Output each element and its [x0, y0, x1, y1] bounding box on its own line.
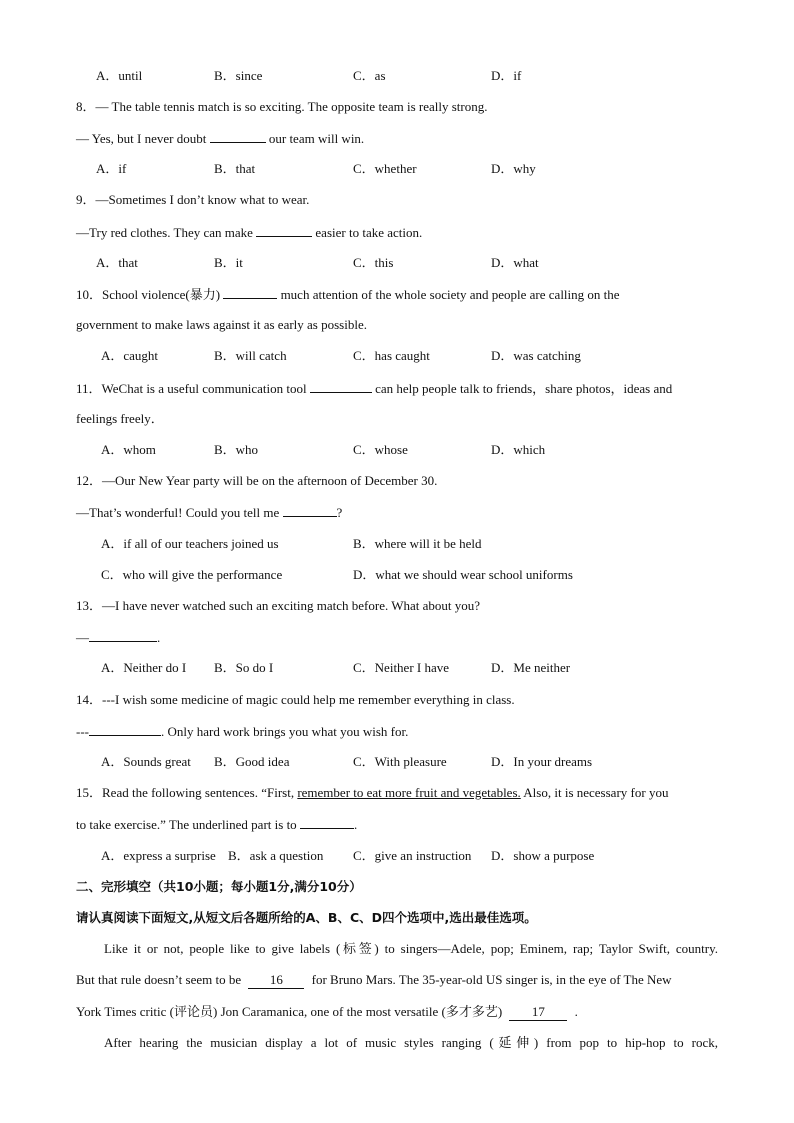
q7-option-a: A．until	[96, 68, 143, 83]
q12-stem: 12．—Our New Year party will be on the afternoon of December 30.	[76, 473, 438, 488]
q14-blank	[89, 723, 161, 736]
q8-option-a: A．if	[96, 161, 127, 176]
q14-response-pre: ---	[76, 724, 89, 739]
q11-option-d: D．which	[491, 442, 546, 457]
q15-underlined-part: remember to eat more fruit and vegetables.	[297, 785, 521, 800]
q12-response-pre: —That’s wonderful! Could you tell me	[76, 505, 283, 520]
q11-blank	[310, 380, 372, 393]
q15-option-c: C．give an instruction	[353, 848, 472, 863]
q15-stem-line2-pre: to take exercise.” The underlined part is to	[76, 817, 300, 832]
q9-option-c: C．this	[353, 255, 394, 270]
q15-option-d: D．show a purpose	[491, 848, 595, 863]
passage-p1-line2-post: for Bruno Mars. The 35-year-old US singer is, in the eye of The New	[311, 972, 672, 987]
q9-response-post: easier to take action.	[312, 225, 423, 240]
q7-option-b: B．since	[214, 68, 263, 83]
passage-p1-line2	[76, 972, 672, 989]
q7-option-c: C．as	[353, 68, 386, 83]
q10-stem	[76, 286, 620, 303]
passage-blank-17: 17	[509, 1004, 567, 1021]
q13-option-c: C．Neither I have	[353, 660, 450, 675]
q10-blank	[223, 286, 277, 299]
q12-blank	[283, 504, 337, 517]
q11-option-a: A．whom	[101, 442, 156, 457]
passage-p1-line3-post: .	[574, 1004, 578, 1019]
q8-response-pre: — Yes, but I never doubt	[76, 131, 210, 146]
q11-stem-post: can help people talk to friends，share photos，ideas and	[371, 381, 673, 396]
q15-stem-line2-post: .	[353, 817, 358, 832]
q15-stem-pre: 15．Read the following sentences. “First,	[76, 785, 298, 800]
passage-p1-line3	[76, 1004, 578, 1021]
q14-option-b: B．Good idea	[214, 754, 290, 769]
passage-blank-16: 16	[248, 972, 304, 989]
q10-option-b: B．will catch	[214, 348, 287, 363]
q12-response	[76, 504, 342, 521]
q12-option-d: D．what we should wear school uniforms	[353, 567, 573, 582]
q8-option-d: D．why	[491, 161, 536, 176]
q9-option-a: A．that	[96, 255, 138, 270]
q9-response-pre: —Try red clothes. They can make	[76, 225, 257, 240]
q14-option-a: A．Sounds great	[101, 754, 191, 769]
q15-stem-post: Also, it is necessary for you	[520, 785, 669, 800]
q8-blank	[210, 130, 266, 143]
q8-stem: 8．— The table tennis match is so exciting. The opposite team is really strong.	[76, 99, 488, 114]
q10-stem-post: much attention of the whole society and people are calling on the	[277, 287, 620, 302]
q11-option-c: C．whose	[353, 442, 408, 457]
passage-p1-line2-pre: But that rule doesn’t seem to be	[76, 972, 242, 987]
q12-option-c: C．who will give the performance	[101, 567, 283, 582]
q13-option-b: B．So do I	[214, 660, 274, 675]
q9-option-b: B．it	[214, 255, 243, 270]
q7-option-d: D．if	[491, 68, 522, 83]
q14-option-d: D．In your dreams	[491, 754, 593, 769]
q13-response	[76, 629, 160, 646]
q13-option-d: D．Me neither	[491, 660, 571, 675]
q13-response-pre: —	[76, 630, 89, 645]
q13-response-post: .	[157, 630, 161, 645]
q15-blank	[300, 816, 354, 829]
q15-stem-line2	[76, 816, 357, 833]
q15-option-b: B．ask a question	[228, 848, 324, 863]
q14-response-post: . Only hard work brings you what you wish for.	[161, 724, 409, 739]
q10-option-a: A．caught	[101, 348, 159, 363]
q10-stem-line2: government to make laws against it as early as possible.	[76, 317, 367, 332]
q11-stem-pre: 11．WeChat is a useful communication tool	[76, 381, 310, 396]
section2-instruction: 请认真阅读下面短文,从短文后各题所给的A、B、C、D四个选项中,选出最佳选项。	[76, 910, 537, 925]
q9-stem: 9．—Sometimes I don’t know what to wear.	[76, 192, 310, 207]
q10-option-c: C．has caught	[353, 348, 430, 363]
q13-option-a: A．Neither do I	[101, 660, 187, 675]
q14-response	[76, 723, 408, 740]
q9-response	[76, 224, 422, 241]
section2-heading: 二、完形填空（共10小题；每小题1分,满分10分）	[76, 879, 362, 894]
passage-p2-line1: After hearing the musician display a lot of music styles ranging (延伸) from pop to hip-hop to rock,	[104, 1035, 718, 1050]
q13-blank	[89, 629, 157, 642]
q12-option-b: B．where will it be held	[353, 536, 482, 551]
q14-stem: 14．---I wish some medicine of magic could help me remember everything in class.	[76, 692, 515, 707]
q8-option-b: B．that	[214, 161, 256, 176]
q11-option-b: B．who	[214, 442, 259, 457]
q8-option-c: C．whether	[353, 161, 417, 176]
q10-stem-pre: 10．School violence(暴力)	[76, 287, 224, 302]
q10-option-d: D．was catching	[491, 348, 581, 363]
passage-p1-line3-pre: York Times critic (评论员) Jon Caramanica, one of the most versatile (多才多艺)	[76, 1004, 503, 1019]
q12-response-post: ?	[336, 505, 343, 520]
passage-p1-line1: Like it or not, people like to give labels (标签) to singers—Adele, pop; Eminem, rap; Taylor Swift, country.	[104, 941, 718, 956]
q9-blank	[256, 224, 312, 237]
q11-stem	[76, 380, 672, 397]
q14-option-c: C．With pleasure	[353, 754, 447, 769]
q11-stem-line2: feelings freely．	[76, 411, 164, 426]
q13-stem: 13．—I have never watched such an exciting match before. What about you?	[76, 598, 481, 613]
q12-option-a: A．if all of our teachers joined us	[101, 536, 279, 551]
q15-option-a: A．express a surprise	[101, 848, 216, 863]
q8-response	[76, 130, 364, 147]
q9-option-d: D．what	[491, 255, 539, 270]
q8-response-post: our team will win.	[265, 131, 365, 146]
q15-stem	[76, 785, 668, 801]
